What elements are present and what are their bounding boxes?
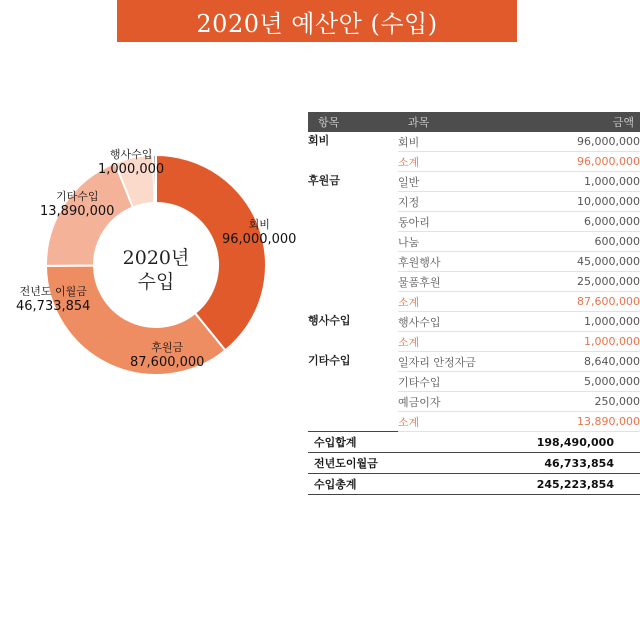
header-category: 항목: [308, 112, 398, 132]
slice-name-4: 행사수입: [109, 148, 153, 161]
item-cell: 나눔: [398, 232, 498, 252]
amount-cell: 87,600,000: [498, 292, 640, 312]
item-cell: 소계: [398, 332, 498, 352]
category-cell: 행사수입: [308, 313, 351, 327]
table-row: [308, 352, 640, 372]
total-label: 전년도이월금: [308, 453, 398, 474]
slice-value-0: 96,000,000: [222, 232, 297, 247]
amount-cell: 96,000,000: [498, 152, 640, 172]
slice-label-1: [130, 340, 204, 370]
item-cell: 소계: [398, 412, 498, 432]
table-row: [308, 252, 640, 272]
total-label: 수입총계: [308, 474, 398, 495]
header-item: 과목: [398, 112, 498, 132]
item-cell: 예금이자: [398, 392, 498, 412]
category-cell: [308, 332, 398, 352]
amount-cell: 1,000,000: [498, 332, 640, 352]
category-cell: 후원금: [308, 173, 340, 187]
amount-cell: 45,000,000: [498, 252, 640, 272]
item-cell: 일반: [398, 172, 498, 192]
item-cell: 소계: [398, 292, 498, 312]
amount-cell: 10,000,000: [498, 192, 640, 212]
category-cell: 기타수입: [308, 353, 351, 367]
category-cell: [308, 252, 398, 272]
subtotal-row: [308, 412, 640, 432]
table-header-row: [308, 112, 640, 132]
slice-label-3: [40, 189, 114, 219]
slice-value-2: 46,733,854: [16, 299, 91, 314]
center-label-income: 수입: [137, 271, 175, 293]
total-row: [308, 432, 640, 453]
donut-center-label: [104, 246, 208, 294]
category-cell: [308, 192, 398, 212]
total-amount: 245,223,854: [498, 474, 640, 495]
category-cell: [308, 392, 398, 412]
subtotal-row: [308, 332, 640, 352]
item-cell: 물품후원: [398, 272, 498, 292]
category-cell: [308, 152, 398, 172]
total-spacer: [398, 432, 498, 453]
slice-value-4: 1,000,000: [98, 162, 165, 177]
center-label-year: 2020년: [122, 247, 190, 269]
slice-label-0: [222, 217, 296, 247]
budget-table: [308, 112, 640, 495]
table-row: [308, 192, 640, 212]
subtotal-row: [308, 152, 640, 172]
total-amount: 46,733,854: [498, 453, 640, 474]
table-row: [308, 232, 640, 252]
total-amount: 198,490,000: [498, 432, 640, 453]
total-row: [308, 453, 640, 474]
total-row: [308, 474, 640, 495]
item-cell: 회비: [398, 132, 498, 152]
amount-cell: 5,000,000: [498, 372, 640, 392]
amount-cell: 6,000,000: [498, 212, 640, 232]
amount-cell: 25,000,000: [498, 272, 640, 292]
category-cell: [308, 412, 398, 432]
amount-cell: 1,000,000: [498, 172, 640, 192]
category-cell: [308, 232, 398, 252]
category-cell: [308, 372, 398, 392]
slice-value-3: 13,890,000: [40, 204, 115, 219]
amount-cell: 8,640,000: [498, 352, 640, 372]
item-cell: 지정: [398, 192, 498, 212]
item-cell: 소계: [398, 152, 498, 172]
total-spacer: [398, 474, 498, 495]
item-cell: 후원행사: [398, 252, 498, 272]
category-cell: [308, 212, 398, 232]
amount-cell: 600,000: [498, 232, 640, 252]
slice-name-1: 후원금: [151, 341, 184, 354]
amount-cell: 1,000,000: [498, 312, 640, 332]
category-cell: [308, 272, 398, 292]
slice-name-3: 기타수입: [55, 190, 99, 203]
total-label: 수입합계: [308, 432, 398, 453]
subtotal-row: [308, 292, 640, 312]
table-row: [308, 172, 640, 192]
table-row: [308, 392, 640, 412]
table-row: [308, 312, 640, 332]
table-row: [308, 212, 640, 232]
slice-value-1: 87,600,000: [130, 355, 205, 370]
amount-cell: 250,000: [498, 392, 640, 412]
page-title: 2020년 예산안 (수입): [117, 0, 517, 42]
slice-name-0: 회비: [248, 218, 270, 231]
table-row: [308, 132, 640, 152]
slice-label-2: [16, 284, 90, 314]
item-cell: 일자리 안정자금: [398, 352, 498, 372]
category-cell: [308, 292, 398, 312]
slice-name-2: 전년도 이월금: [19, 285, 87, 298]
item-cell: 기타수입: [398, 372, 498, 392]
item-cell: 동아리: [398, 212, 498, 232]
item-cell: 행사수입: [398, 312, 498, 332]
slice-label-4: [98, 147, 164, 177]
table-row: [308, 372, 640, 392]
category-cell: 회비: [308, 134, 330, 147]
amount-cell: 13,890,000: [498, 412, 640, 432]
total-spacer: [398, 453, 498, 474]
amount-cell: 96,000,000: [498, 132, 640, 152]
table-row: [308, 272, 640, 292]
header-amount: 금액: [498, 112, 640, 132]
